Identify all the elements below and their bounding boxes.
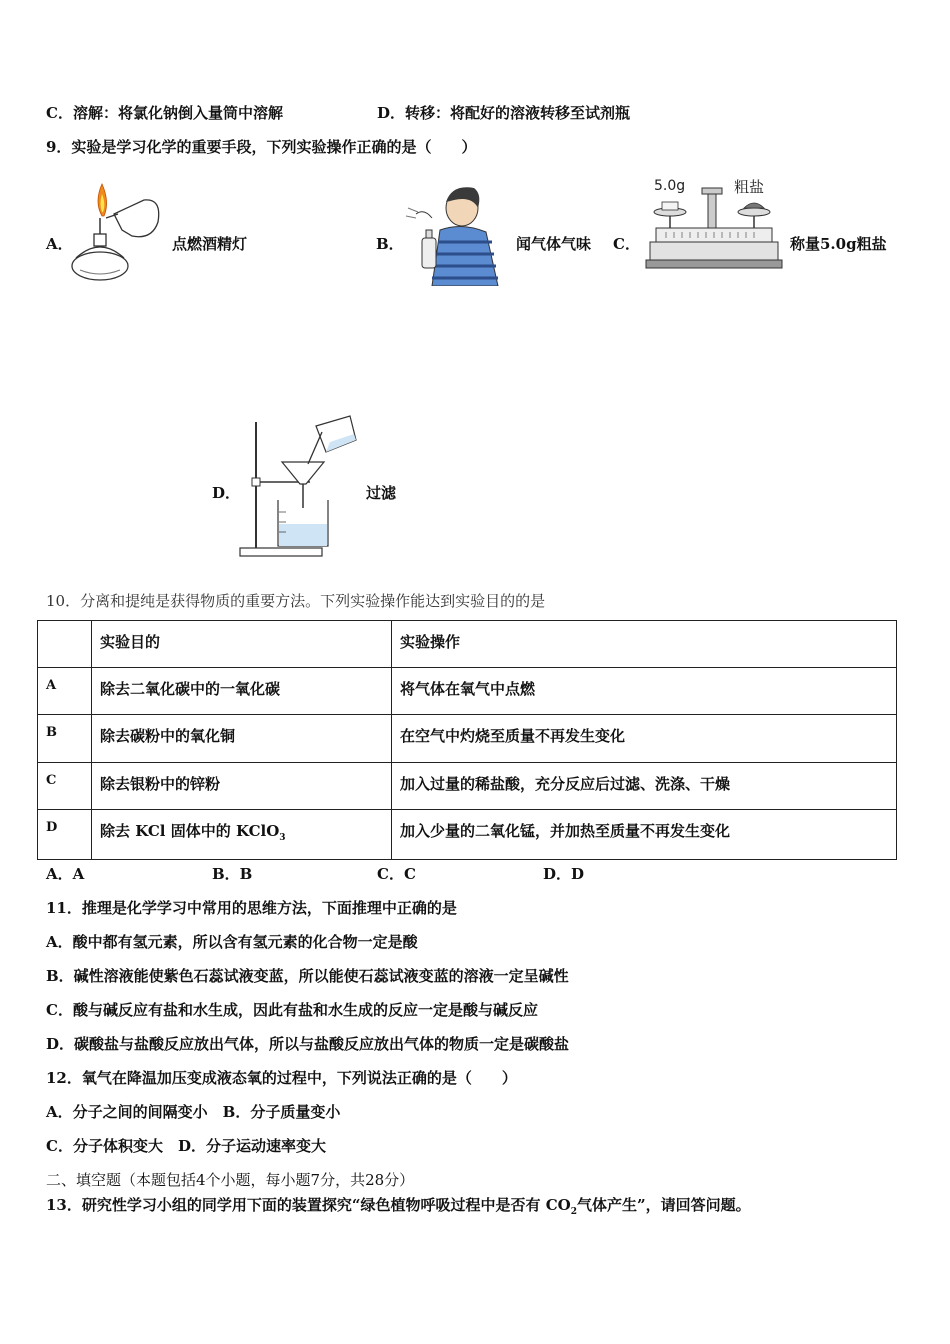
q12-stem: 12．氧气在降温加压变成液态氧的过程中，下列说法正确的是（ ） (46, 1069, 517, 1087)
table-cell-key: C (38, 762, 92, 809)
q9-option-c-letter: C． (613, 235, 640, 253)
q9-option-a-text: 点燃酒精灯 (172, 235, 248, 253)
q13-stem (46, 1194, 751, 1217)
table-cell-operation: 在空气中灼烧至质量不再发生变化 (392, 715, 897, 762)
table-row (38, 715, 897, 762)
q10-option-d: D．D (543, 865, 585, 883)
balance-left-label: 5.0g (654, 178, 686, 194)
table-cell-key: D (38, 809, 92, 859)
alcohol-lamp-figure (66, 178, 170, 286)
q9-option-b-text: 闻气体气味 (516, 235, 592, 253)
table-cell-purpose: 除去碳粉中的氧化铜 (92, 715, 392, 762)
q9-option-d-letter: D． (212, 484, 241, 502)
balance-scale-figure (642, 170, 786, 280)
q11-option-c: C．酸与碱反应有盐和水生成，因此有盐和水生成的反应一定是酸与碱反应 (46, 1001, 538, 1019)
table-row (38, 809, 897, 859)
table-header-key (38, 621, 92, 668)
q13-suffix: 气体产生”，请回答问题。 (577, 1196, 751, 1214)
q11-stem: 11．推理是化学学习中常用的思维方法，下面推理中正确的是 (46, 899, 457, 917)
q9-option-c-text: 称量5.0g粗盐 (790, 235, 887, 253)
table-cell-key: A (38, 668, 92, 715)
purpose-text: 除去 KCl 固体中的 KClO (100, 821, 280, 840)
q9-option-a-letter: A． (46, 235, 73, 253)
purpose-subscript: 3 (279, 832, 286, 843)
balance-right-label: 粗盐 (734, 178, 765, 196)
filtration-figure (238, 412, 360, 560)
table-cell-key: B (38, 715, 92, 762)
q11-option-b: B．碱性溶液能使紫色石蕊试液变蓝，所以能使石蕊试液变蓝的溶液一定呈碱性 (46, 967, 569, 985)
table-cell-operation: 将气体在氧气中点燃 (392, 668, 897, 715)
table-row (38, 762, 897, 809)
q9-stem: 9．实验是学习化学的重要手段，下列实验操作正确的是（ ） (46, 138, 477, 156)
q12-options-row1: A．分子之间的间隔变小 B．分子质量变小 (46, 1103, 341, 1121)
table-cell-operation: 加入少量的二氧化锰，并加热至质量不再发生变化 (392, 809, 897, 859)
q12-options-row2: C．分子体积变大 D．分子运动速率变大 (46, 1137, 326, 1155)
table-row (38, 621, 897, 668)
table-cell-purpose: 除去二氧化碳中的一氧化碳 (92, 668, 392, 715)
q10-option-c: C．C (377, 865, 416, 883)
section-title: 二、填空题（本题包括4个小题，每小题7分，共28分） (46, 1171, 415, 1189)
table-header-operation: 实验操作 (392, 621, 897, 668)
q11-option-d: D．碳酸盐与盐酸反应放出气体，所以与盐酸反应放出气体的物质一定是碳酸盐 (46, 1035, 570, 1053)
q9-option-d-text: 过滤 (366, 484, 397, 502)
q9-option-b-letter: B． (376, 235, 404, 253)
q8-option-c: C．溶解：将氯化钠倒入量筒中溶解 (46, 104, 283, 122)
q10-table (37, 620, 897, 860)
q10-option-b: B．B (212, 865, 253, 883)
table-cell-operation: 加入过量的稀盐酸，充分反应后过滤、洗涤、干燥 (392, 762, 897, 809)
smelling-gas-figure (402, 178, 512, 286)
table-header-purpose: 实验目的 (92, 621, 392, 668)
q8-option-d: D．转移：将配好的溶液转移至试剂瓶 (377, 104, 631, 122)
q11-option-a: A．酸中都有氢元素，所以含有氢元素的化合物一定是酸 (46, 933, 418, 951)
q10-option-a: A．A (46, 865, 85, 883)
q13-prefix: 13．研究性学习小组的同学用下面的装置探究“绿色植物呼吸过程中是否有 CO (46, 1196, 571, 1214)
q10-stem: 10．分离和提纯是获得物质的重要方法。下列实验操作能达到实验目的的是 (46, 592, 546, 610)
table-row (38, 668, 897, 715)
q13-subscript: 2 (570, 1207, 577, 1217)
table-cell-purpose: 除去银粉中的锌粉 (92, 762, 392, 809)
table-cell-purpose (92, 809, 392, 859)
